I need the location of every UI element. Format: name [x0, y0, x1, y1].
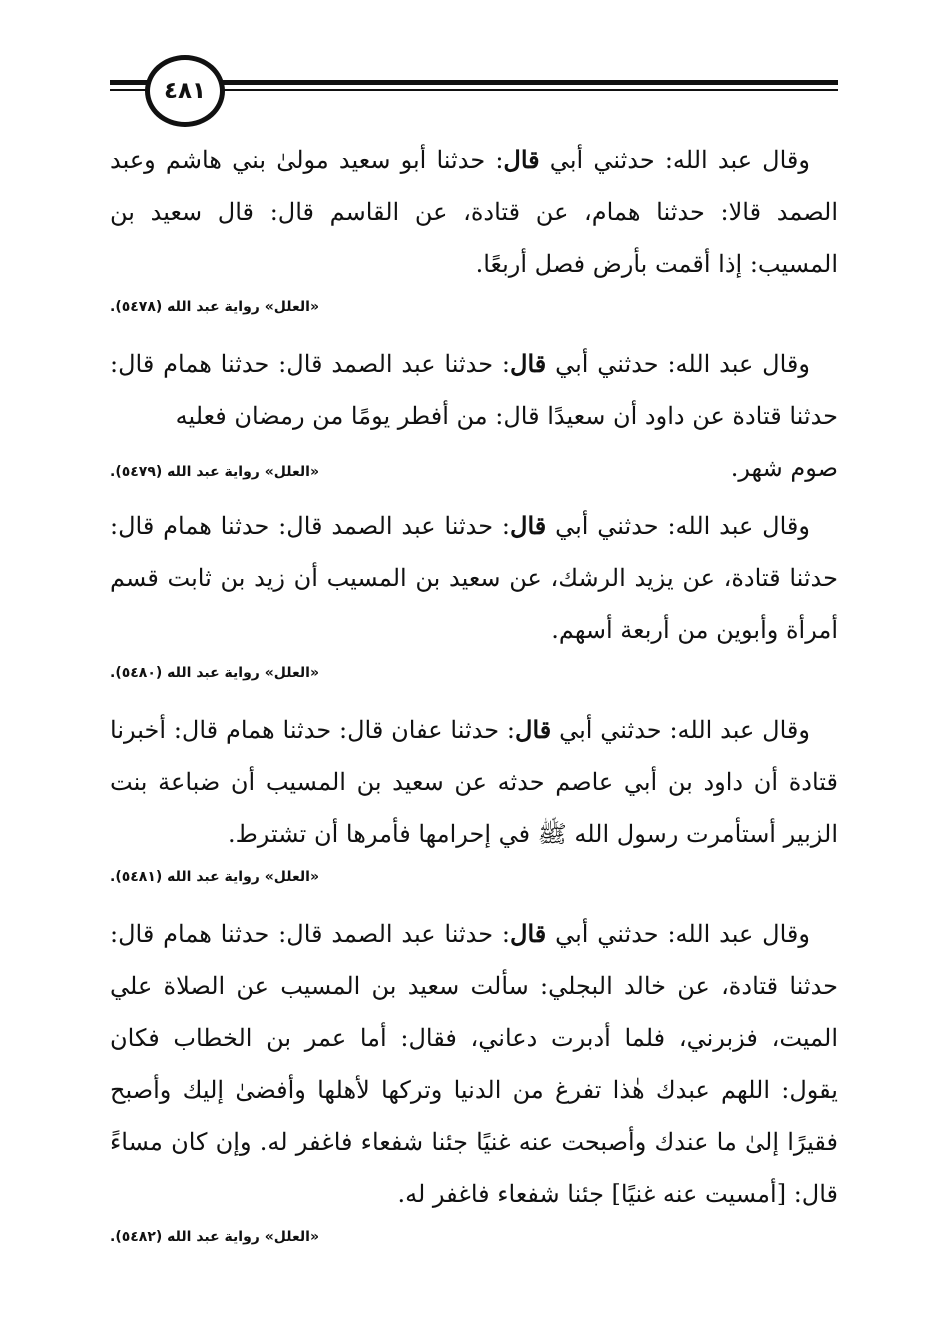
- page-body: [110, 134, 838, 1248]
- entry-text-tail: صوم شهر.: [730, 454, 838, 482]
- entry-5481: [110, 704, 838, 888]
- entry-5478: [110, 134, 838, 318]
- entry-reference: «العلل» رواية عبد الله (٥٤٨١).: [110, 869, 319, 885]
- entry-5479: [110, 338, 838, 494]
- entry-tail-line: [110, 442, 838, 494]
- entry-text: وقال عبد الله: حدثني أبي قال: حدثنا أبو سعيد مولىٰ بني هاشم وعبد الصمد قالا: حدثنا همام، عن قتادة، عن القاسم قال: قال سعيد بن المسيب: إذا أقمت بأرض فصل أربعًا.: [110, 145, 838, 278]
- entry-text: وقال عبد الله: حدثني أبي قال: حدثنا عبد الصمد قال: حدثنا همام قال: حدثنا قتادة، عن يزيد الرشك، عن سعيد بن المسيب أن زيد بن ثابت قسم أمرأة وأبوين من أربعة أسهم.: [110, 511, 838, 644]
- page-header: [110, 52, 838, 122]
- entry-reference: «العلل» رواية عبد الله (٥٤٨٢).: [110, 1229, 319, 1245]
- entry-reference: «العلل» رواية عبد الله (٥٤٧٨).: [110, 299, 319, 315]
- entry-text: وقال عبد الله: حدثني أبي قال: حدثنا عبد الصمد قال: حدثنا همام قال: حدثنا قتادة عن داود أن سعيدًا قال: من أفطر يومًا من رمضان فعليه: [110, 349, 838, 430]
- entry-reference: «العلل» رواية عبد الله (٥٤٧٩).: [110, 464, 319, 480]
- page-number-badge: [145, 55, 225, 127]
- page-number: ٤٨١: [163, 78, 207, 104]
- entry-text: وقال عبد الله: حدثني أبي قال: حدثنا عفان قال: حدثنا همام قال: أخبرنا قتادة أن داود بن أبي عاصم حدثه عن سعيد بن المسيب أن ضباعة بنت الزبير أستأمرت رسول الله ﷺ في إحرامها فأمرها أن تشترط.: [110, 715, 838, 848]
- entry-reference: «العلل» رواية عبد الله (٥٤٨٠).: [110, 665, 319, 681]
- entry-5480: [110, 500, 838, 684]
- entry-text: وقال عبد الله: حدثني أبي قال: حدثنا عبد الصمد قال: حدثنا همام قال: حدثنا قتادة، عن خالد البجلي: سألت سعيد بن المسيب عن الصلاة علي الميت، فزبرني، فلما أدبرت دعاني، فقال: أما عمر بن الخطاب فكان يقول: اللهم عبدك هٰذا تفرغ من الدنيا وتركها لأهلها وأفضىٰ إليك وأصبح فقيرًا إلىٰ ما عندك وأصبحت عنه غنيًا جئنا شفعاء فاغفر له. وإن كان مساءً قال: [أمسيت عنه غنيًا] جئنا شفعاء فاغفر له.: [110, 919, 838, 1208]
- entry-5482: [110, 908, 838, 1248]
